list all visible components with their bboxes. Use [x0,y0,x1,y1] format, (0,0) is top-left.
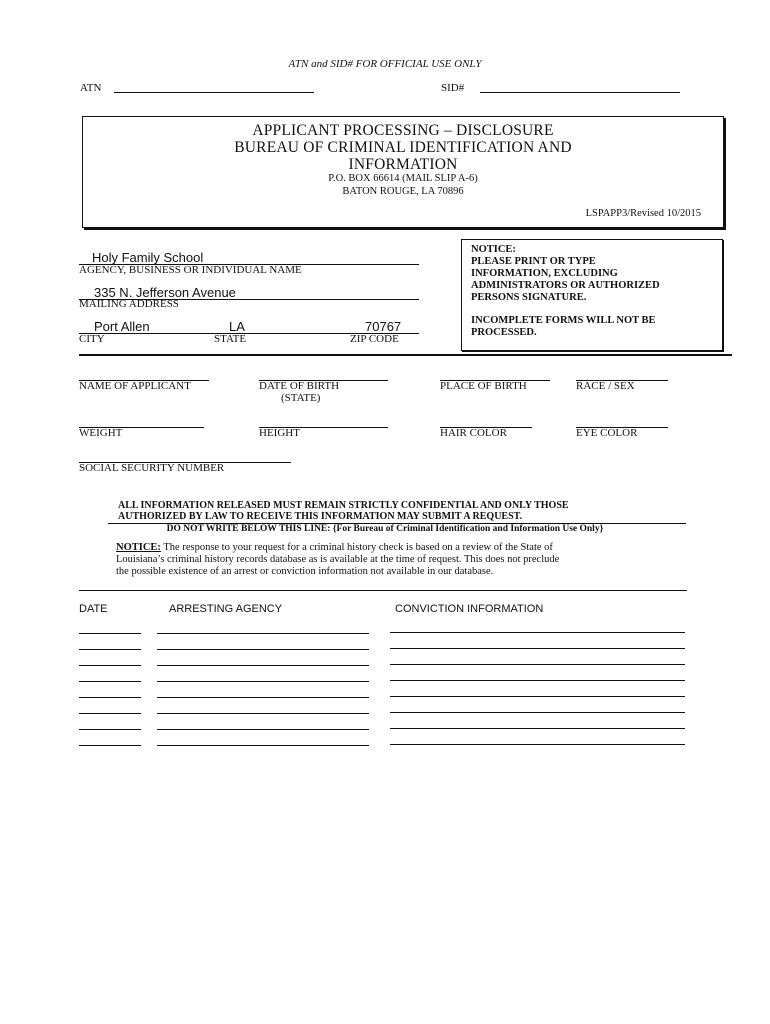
date-entry-field[interactable] [79,665,141,666]
confidential-line1: ALL INFORMATION RELEASED MUST REMAIN STRICTLY CONFIDENTIAL AND ONLY THOSE [118,500,569,511]
agency-name-label: AGENCY, BUSINESS OR INDIVIDUAL NAME [79,264,302,276]
dob-label: DATE OF BIRTH [259,380,340,392]
agency-entry-field[interactable] [157,745,369,746]
race-sex-label: RACE / SEX [576,380,635,392]
date-entry-field[interactable] [79,633,141,634]
zip-value[interactable]: 70767 [365,319,402,334]
hair-color-label: HAIR COLOR [440,427,507,439]
response-notice-text: the possible existence of an arrest or conviction information not available in our database. [116,566,494,577]
agency-entry-field[interactable] [157,665,369,666]
confidential-line2: AUTHORIZED BY LAW TO RECEIVE THIS INFORMATION MAY SUBMIT A REQUEST. [118,511,523,522]
response-notice-text: The response to your request for a criminal history check is based on a review of the State of [160,542,553,553]
conviction-info-column-header: CONVICTION INFORMATION [395,603,544,615]
conviction-entry-field[interactable] [390,696,685,697]
notice-box [461,239,723,351]
ssn-label: SOCIAL SECURITY NUMBER [79,462,225,474]
conviction-entry-field[interactable] [390,680,685,681]
bureau-address-line2: BATON ROUGE, LA 70896 [342,186,464,197]
agency-entry-field[interactable] [157,649,369,650]
date-entry-field[interactable] [79,729,141,730]
state-label: STATE [214,333,247,345]
response-notice-label: NOTICE: [116,542,161,553]
agency-name-value[interactable]: Holy Family School [92,250,204,265]
date-entry-field[interactable] [79,681,141,682]
date-entry-field[interactable] [79,745,141,746]
applicant-name-label: NAME OF APPLICANT [79,380,191,392]
form-title-line3: INFORMATION [348,156,458,173]
notice-divider [79,590,687,591]
atn-label: ATN [80,82,102,94]
conviction-entry-field[interactable] [390,728,685,729]
notice-line: NOTICE: [471,244,516,255]
response-notice [116,542,559,578]
date-column-header: DATE [79,603,108,615]
arresting-agency-column-header: ARRESTING AGENCY [169,603,283,615]
notice-line: PERSONS SIGNATURE. [471,292,587,303]
weight-label: WEIGHT [79,427,123,439]
conviction-entry-field[interactable] [390,648,685,649]
agency-entry-field[interactable] [157,681,369,682]
city-label: CITY [79,333,105,345]
date-entry-field[interactable] [79,697,141,698]
form-title-line2: BUREAU OF CRIMINAL IDENTIFICATION AND [234,139,572,156]
state-value[interactable]: LA [229,319,245,334]
official-use-notice: ATN and SID# FOR OFFICIAL USE ONLY [288,58,482,70]
notice-line: INCOMPLETE FORMS WILL NOT BE [471,315,656,326]
zip-label: ZIP CODE [350,333,399,345]
notice-line: PROCESSED. [471,327,537,338]
notice-line: INFORMATION, EXCLUDING [471,268,618,279]
agency-entry-field[interactable] [157,729,369,730]
date-entry-field[interactable] [79,649,141,650]
sid-field[interactable] [480,92,680,93]
notice-line: PLEASE PRINT OR TYPE [471,256,596,267]
section-divider [79,354,732,356]
date-entry-field[interactable] [79,713,141,714]
bureau-address-line1: P.O. BOX 66614 (MAIL SLIP A-6) [328,173,478,184]
conviction-entry-field[interactable] [390,744,685,745]
agency-entry-field[interactable] [157,713,369,714]
eye-color-label: EYE COLOR [576,427,638,439]
height-label: HEIGHT [259,427,300,439]
agency-entry-field[interactable] [157,697,369,698]
form-id: LSPAPP3/Revised 10/2015 [585,208,701,219]
sid-label: SID# [441,82,465,94]
conviction-entry-field[interactable] [390,712,685,713]
conviction-entry-field[interactable] [390,632,685,633]
do-not-write-label: DO NOT WRITE BELOW THIS LINE: {For Bureau of Criminal Identification and Information Use Only} [166,524,604,534]
form-title-line1: APPLICANT PROCESSING – DISCLOSURE [252,122,554,139]
place-of-birth-label: PLACE OF BIRTH [440,380,527,392]
atn-field[interactable] [114,92,314,93]
notice-line: ADMINISTRATORS OR AUTHORIZED [471,280,660,291]
city-value[interactable]: Port Allen [94,319,150,334]
mailing-address-value[interactable]: 335 N. Jefferson Avenue [94,285,236,300]
agency-entry-field[interactable] [157,633,369,634]
response-notice-text: Louisiana’s criminal history records database as is available at the time of request. This does not preclude [116,554,560,565]
conviction-entry-field[interactable] [390,664,685,665]
mailing-address-label: MAILING ADDRESS [79,298,179,310]
title-box [82,116,724,228]
dob-state-label: (STATE) [281,392,321,404]
